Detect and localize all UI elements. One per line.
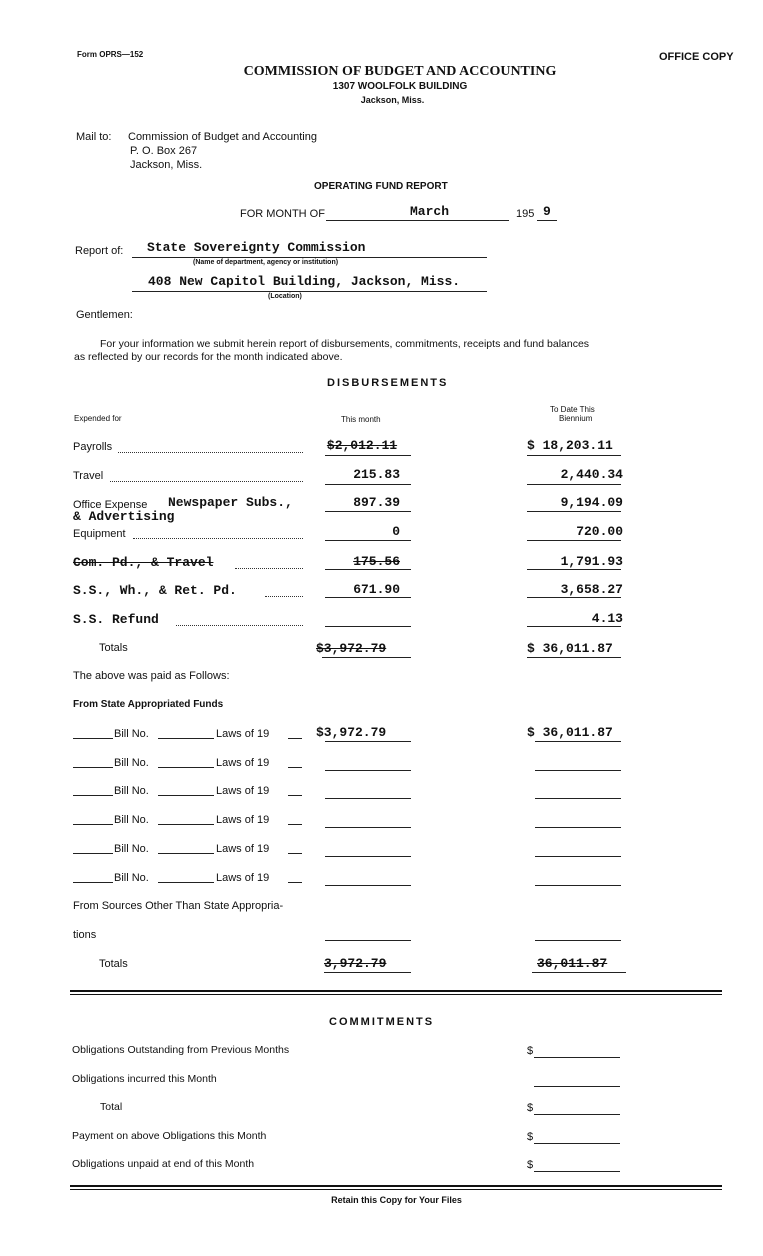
col-this-month: This month [341, 415, 381, 424]
other-sources-line-1: From Sources Other Than State Appropria- [73, 900, 284, 912]
month-label: FOR MONTH OF [240, 208, 325, 220]
commit-row-1-label: Obligations Outstanding from Previous Months [72, 1044, 290, 1056]
laws-of-label: Laws of 19 [216, 872, 270, 884]
month-value: March [410, 204, 450, 219]
totals2-todate: 36,011.87 [537, 956, 608, 971]
report-title: OPERATING FUND REPORT [314, 181, 448, 192]
paid-as-follows: The above was paid as Follows: [73, 670, 230, 682]
ss-wh-todate: 3,658.27 [560, 582, 623, 597]
commit-row-5-prefix: $ [527, 1159, 534, 1171]
office-expense-todate: 9,194.09 [560, 495, 623, 510]
commit-row-5-label: Obligations unpaid at end of this Month [72, 1158, 255, 1170]
travel-month: 215.83 [353, 467, 400, 482]
payrolls-todate: $ 18,203.11 [527, 438, 613, 453]
intro-line-2: as reflected by our records for the month indicated above. [74, 351, 343, 363]
mail-line-3: Jackson, Miss. [130, 159, 203, 171]
travel-todate: 2,440.34 [560, 467, 623, 482]
from-state-funds: From State Appropriated Funds [73, 699, 224, 710]
commit-row-3-label: Total [100, 1101, 123, 1113]
year-suffix: 9 [543, 204, 551, 219]
city-line: Jackson, Miss. [360, 95, 425, 105]
bill-no-label: Bill No. [114, 728, 149, 740]
totals2-label: Totals [99, 958, 128, 970]
ss-refund-typed: S.S. Refund [73, 612, 159, 627]
intro-line-1: For your information we submit herein report of disbursements, commitments, receipts and fund balances [100, 338, 590, 350]
col-to-date-2: Biennium [559, 414, 593, 423]
laws-of-label: Laws of 19 [216, 785, 270, 797]
payrolls-month: $2,012.11 [326, 438, 398, 453]
bill-row-month: $3,972.79 [316, 725, 387, 740]
commit-row-2-blank[interactable] [534, 1086, 620, 1087]
commission-title: COMMISSION OF BUDGET AND ACCOUNTING [243, 64, 557, 79]
mail-to-label: Mail to: [76, 131, 112, 143]
commit-row-1-prefix: $ [527, 1045, 534, 1057]
office-copy-label: OFFICE COPY [659, 51, 734, 63]
agency-caption: (Name of department, agency or institution) [193, 259, 339, 266]
other-sources-line-2: tions [73, 929, 97, 941]
com-pd-month: 175.56 [353, 554, 400, 569]
form-number: Form OPRS—152 [77, 50, 144, 59]
laws-of-label: Laws of 19 [216, 757, 270, 769]
equipment-todate: 720.00 [576, 524, 623, 539]
mail-line-1: Commission of Budget and Accounting [128, 131, 317, 143]
bill-no-label: Bill No. [114, 757, 149, 769]
bill-no-label: Bill No. [114, 814, 149, 826]
ss-refund-todate: 4.13 [591, 611, 623, 626]
location-caption: (Location) [268, 293, 302, 300]
laws-of-label: Laws of 19 [216, 814, 270, 826]
commit-row-3-prefix: $ [527, 1102, 534, 1114]
retain-copy-footer: Retain this Copy for Your Files [331, 1195, 462, 1205]
agency-location: 408 New Capitol Building, Jackson, Miss. [148, 274, 461, 289]
totals-month: $3,972.79 [316, 641, 387, 656]
disbursements-title: DISBURSEMENTS [327, 377, 449, 389]
row-label-equipment: Equipment [73, 528, 126, 540]
agency-name: State Sovereignty Commission [147, 240, 366, 255]
row-label-office-expense: Office Expense [73, 499, 148, 511]
building-address: 1307 WOOLFOLK BUILDING [332, 81, 468, 92]
salutation: Gentlemen: [76, 309, 133, 321]
mail-line-2: P. O. Box 267 [130, 145, 198, 157]
year-prefix: 195 [516, 208, 535, 220]
col-to-date-1: To Date This [550, 405, 595, 414]
com-pd-todate: 1,791.93 [560, 554, 623, 569]
row-label-travel: Travel [73, 470, 104, 482]
laws-of-label: Laws of 19 [216, 728, 270, 740]
office-expense-typed: Newspaper Subs., [168, 495, 293, 510]
commitments-title: COMMITMENTS [329, 1016, 435, 1028]
office-expense-typed-2: & Advertising [73, 509, 175, 524]
commit-row-4-prefix: $ [527, 1131, 534, 1143]
commit-row-1-blank[interactable] [534, 1057, 620, 1058]
bill-no-label: Bill No. [114, 872, 149, 884]
office-expense-month: 897.39 [353, 495, 400, 510]
report-of-label: Report of: [75, 245, 124, 257]
commit-row-5-blank[interactable] [534, 1171, 620, 1172]
row-label-payrolls: Payrolls [73, 441, 113, 453]
totals2-month: 3,972.79 [324, 956, 387, 971]
commit-row-4-label: Payment on above Obligations this Month [72, 1130, 267, 1142]
equipment-month: 0 [392, 524, 400, 539]
commit-row-2-label: Obligations incurred this Month [72, 1073, 217, 1085]
totals-todate: $ 36,011.87 [527, 641, 613, 656]
ss-wh-typed: S.S., Wh., & Ret. Pd. [73, 583, 237, 598]
bill-row-todate: $ 36,011.87 [527, 725, 613, 740]
com-pd-typed: Com. Pd., & Travel [73, 555, 214, 570]
bill-no-label: Bill No. [114, 785, 149, 797]
ss-wh-month: 671.90 [353, 582, 400, 597]
totals-label: Totals [99, 642, 128, 654]
commit-row-3-blank[interactable] [534, 1114, 620, 1115]
col-expended-for: Expended for [74, 414, 122, 423]
commit-row-4-blank[interactable] [534, 1143, 620, 1144]
laws-of-label: Laws of 19 [216, 843, 270, 855]
bill-no-label: Bill No. [114, 843, 149, 855]
